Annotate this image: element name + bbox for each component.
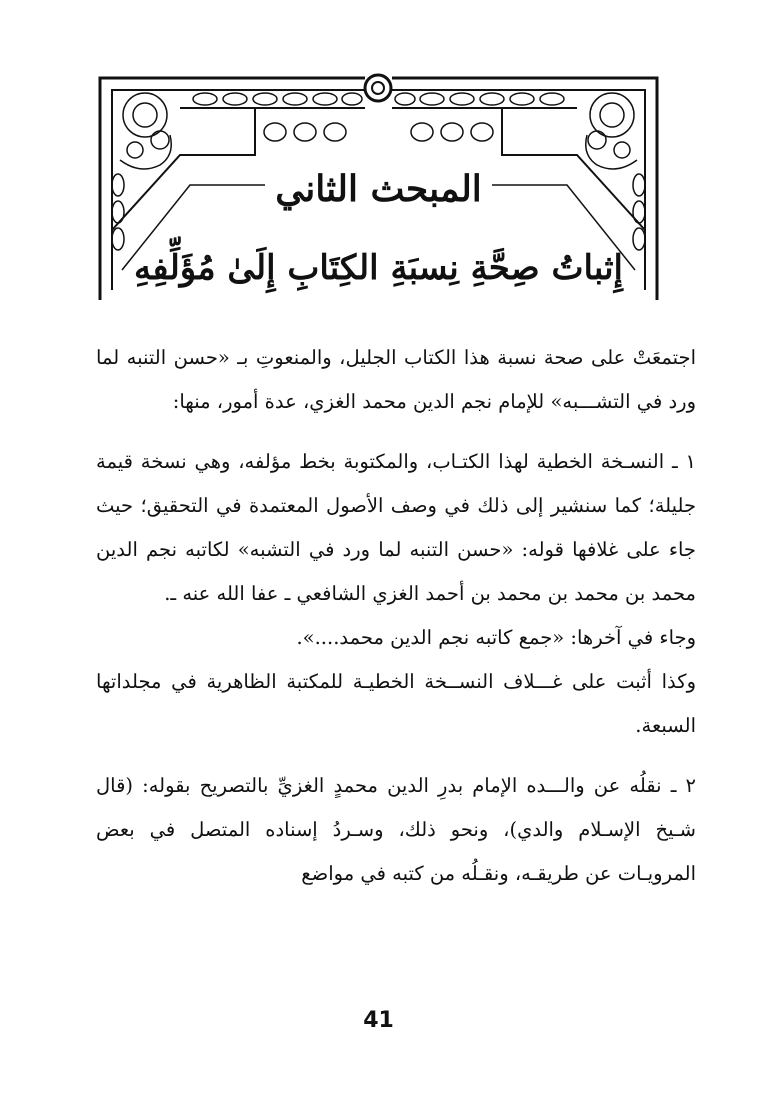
page-number: 41 (363, 1008, 394, 1033)
body-text (96, 336, 696, 912)
section-title: إِثباتُ صِحَّةِ نِسبَةِ الكِتَابِ إِلَىٰ مُؤَلِّفِهِ (134, 248, 623, 288)
paragraph-point-1-note: وكذا أثبت على غـــلاف النســخة الخطيـة للمكتبة الظاهرية في مجلداتها السبعة. (96, 670, 696, 737)
section-heading: المبحث الثاني (275, 168, 482, 210)
paragraph-point-1-continued: وجاء في آخرها: «جمع كاتبه نجم الدين محمد....». (296, 626, 696, 649)
paragraph-point-2: ٢ ـ نقلُه عن والـــده الإمام بدرِ الدين محمدٍ الغزيِّ بالتصريح بقوله: (قال شـيخ الإسـلام والدي)، ونحو ذلك، وسـردُ إسناده المتصل في بعض المرويـات عن طريقـه، ونقـلُه من كتبه في مواضع (96, 774, 696, 885)
paragraph-point-1: ١ ـ النسـخة الخطية لهذا الكتـاب، والمكتوبة بخط مؤلفه، وهي نسخة قيمة جليلة؛ كما سنشير إلى ذلك في وصف الأصول المعتمدة في التحقيق؛ حيث جاء على غلافها قوله: «حسن التنبه لما ورد في التشبه» لكاتبه نجم الدين محمد بن محمد بن محمد بن أحمد الغزي الشافعي ـ عفا الله عنه ـ. (96, 450, 696, 605)
paragraph-intro: اجتمعَتْ على صحة نسبة هذا الكتاب الجليل، والمنعوتِ بـ «حسن التنبه لما ورد في التشـــبه» للإمام نجم الدين محمد الغزي، عدة أمور، منها: (96, 346, 696, 413)
